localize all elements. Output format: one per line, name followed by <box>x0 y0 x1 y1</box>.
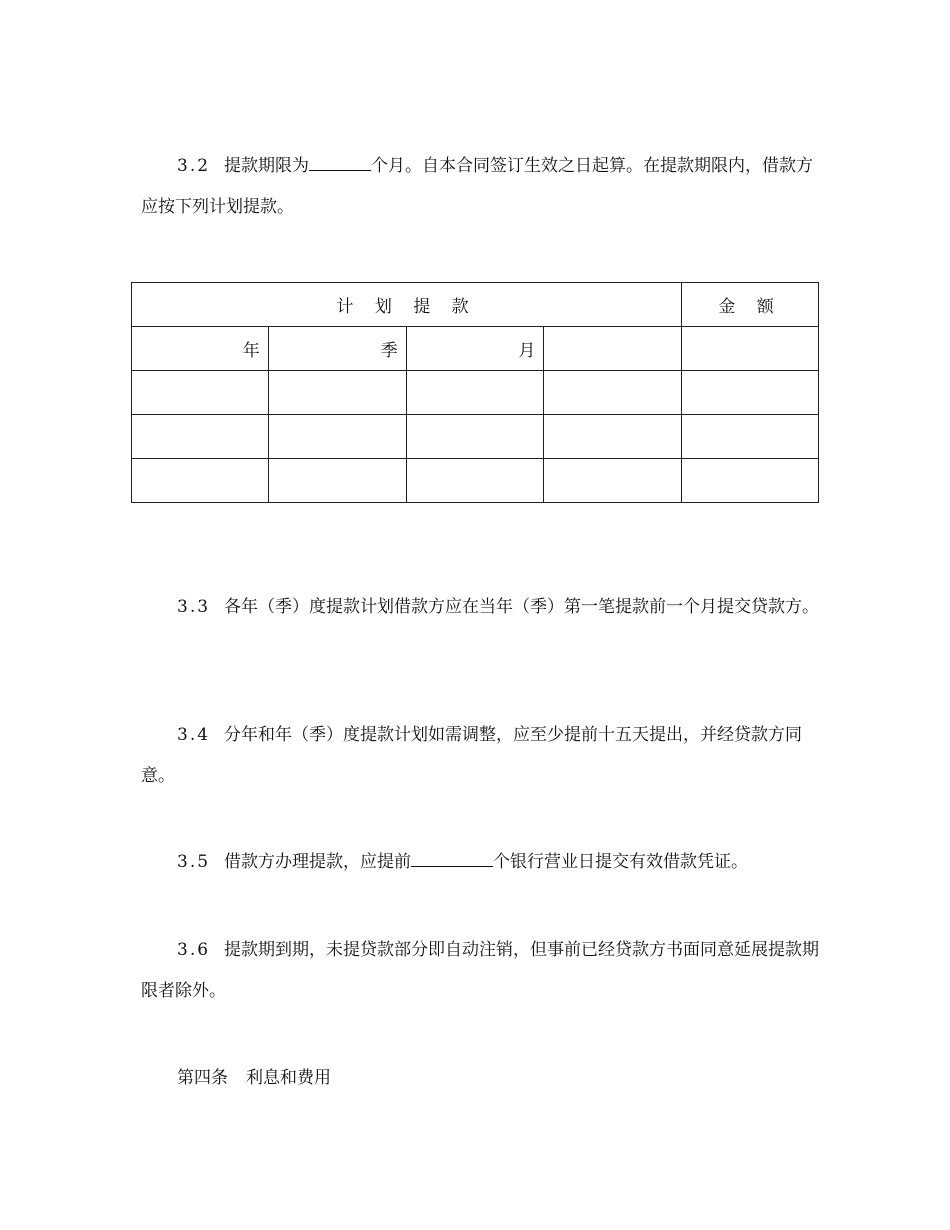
clause-text: 分年和年（季）度提款计划如需调整，应至少提前十五天提出，并经贷款方同意。 <box>141 725 803 786</box>
clause-number: 3.2 <box>177 156 211 176</box>
col-quarter: 季 <box>268 327 406 371</box>
clause-3-2 <box>141 146 821 228</box>
table-cell[interactable] <box>544 371 682 415</box>
fill-blank-days[interactable] <box>411 848 493 867</box>
clause-3-3 <box>141 587 821 628</box>
table-row <box>132 371 819 415</box>
col-month: 月 <box>406 327 544 371</box>
clause-3-5 <box>141 842 821 883</box>
fill-blank-months[interactable] <box>309 152 371 171</box>
clause-number: 3.4 <box>177 725 211 745</box>
table-cell[interactable] <box>544 327 682 371</box>
clause-text: 提款期到期，未提贷款部分即自动注销，但事前已经贷款方书面同意延展提款期限者除外。 <box>141 940 820 1001</box>
clause-number: 3.5 <box>177 852 211 872</box>
clause-text-before: 借款方办理提款，应提前 <box>224 852 412 872</box>
table-cell[interactable] <box>682 415 819 459</box>
table-cell[interactable] <box>132 371 269 415</box>
clause-text: 各年（季）度提款计划借款方应在当年（季）第一笔提款前一个月提交贷款方。 <box>224 597 820 617</box>
article-4-heading <box>177 1058 331 1099</box>
table-cell[interactable] <box>544 415 682 459</box>
table-row <box>132 459 819 503</box>
clause-number: 3.6 <box>177 940 211 960</box>
table-cell[interactable] <box>682 459 819 503</box>
clause-text-after: 个银行营业日提交有效借款凭证。 <box>493 852 749 872</box>
clause-3-6 <box>141 930 821 1012</box>
col-year: 年 <box>132 327 269 371</box>
header-amount: 金 额 <box>682 283 819 327</box>
table-header-row <box>132 283 819 327</box>
table-cell[interactable] <box>268 415 406 459</box>
table-cell[interactable] <box>682 371 819 415</box>
table-cell[interactable] <box>544 459 682 503</box>
header-plan: 计 划 提 款 <box>132 283 682 327</box>
table-cell[interactable] <box>132 459 269 503</box>
clause-3-4 <box>141 715 821 797</box>
table-cell[interactable] <box>268 459 406 503</box>
table-cell[interactable] <box>406 415 544 459</box>
table-cell[interactable] <box>268 371 406 415</box>
article-label: 第四条 <box>177 1068 228 1088</box>
drawdown-plan-table <box>131 282 819 503</box>
clause-number: 3.3 <box>177 597 211 617</box>
table-cell[interactable] <box>132 415 269 459</box>
table-subheader-row <box>132 327 819 371</box>
table-cell[interactable] <box>682 327 819 371</box>
table-row <box>132 415 819 459</box>
article-title: 利息和费用 <box>246 1068 331 1088</box>
table-cell[interactable] <box>406 371 544 415</box>
clause-text-after: 个月。自本合同签订生效之日起算。在提款期限内，借款方应按下列计划提款。 <box>141 156 814 217</box>
clause-text-before: 提款期限为 <box>224 156 310 176</box>
table-cell[interactable] <box>406 459 544 503</box>
